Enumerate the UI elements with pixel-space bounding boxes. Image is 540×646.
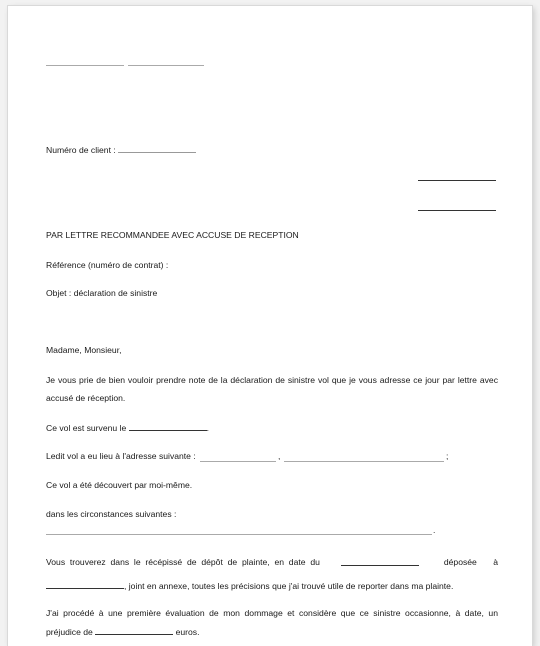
recepisse-text-a: Vous trouverez dans le récépissé de dépôt de plainte, en date du <box>46 557 320 567</box>
lieu-row <box>46 451 196 462</box>
mode-line: PAR LETTRE RECOMMANDEE AVEC ACCUSE DE RECEPTION <box>46 230 299 240</box>
client-number-blank <box>118 144 196 153</box>
lieu-comma: , <box>278 451 281 461</box>
circonstances-blank <box>46 534 432 535</box>
client-number-label: Numéro de client : <box>46 145 116 155</box>
decouvert-line: Ce vol a été découvert par moi-même. <box>46 480 193 490</box>
objet-label: Objet : déclaration de sinistre <box>46 288 158 298</box>
prejudice-row <box>46 626 200 638</box>
vol-survenu-label: Ce vol est survenu le <box>46 423 127 433</box>
sender-name-line <box>46 65 124 66</box>
document-page <box>8 6 532 646</box>
prejudice-label: préjudice de <box>46 627 93 637</box>
vol-survenu-row: Ce vol est survenu le . <box>46 423 210 433</box>
euros-label: euros. <box>175 627 200 637</box>
annexe-text: , joint en annexe, toutes les précisions que j'ai trouvé utile de reporter dans ma plainte. <box>124 581 454 591</box>
paragraph-1-line-2: accusé de réception. <box>46 393 126 403</box>
vol-date-blank <box>129 422 207 431</box>
lieu-blank-2 <box>284 461 444 462</box>
circonstances-period: . <box>433 525 436 535</box>
recipient-line-2 <box>418 210 496 211</box>
lieu-period: ; <box>446 451 449 461</box>
evaluation-line: J'ai procédé à une première évaluation de mon dommage et considère que ce sinistre occasionne, à date, un <box>46 608 498 618</box>
circonstances-line: dans les circonstances suivantes : <box>46 509 177 519</box>
paragraph-1-line-1: Je vous prie de bien vouloir prendre note de la déclaration de sinistre vol que je vous adresse ce jour par lettre avec <box>46 375 498 385</box>
lieu-label: Ledit vol a eu lieu à l'adresse suivante : <box>46 451 196 461</box>
salutation: Madame, Monsieur, <box>46 345 122 355</box>
client-number-row <box>46 144 196 156</box>
depot-lieu-blank <box>46 580 124 589</box>
recepisse-text-b: déposée à <box>443 557 498 567</box>
recepisse-row <box>46 557 498 568</box>
annexe-row <box>46 580 453 592</box>
plainte-date-blank <box>341 557 419 566</box>
recipient-line-1 <box>418 180 496 181</box>
prejudice-amount-blank <box>95 626 173 635</box>
reference-label: Référence (numéro de contrat) : <box>46 260 169 270</box>
lieu-blank-1 <box>200 461 276 462</box>
sender-surname-line <box>128 65 204 66</box>
